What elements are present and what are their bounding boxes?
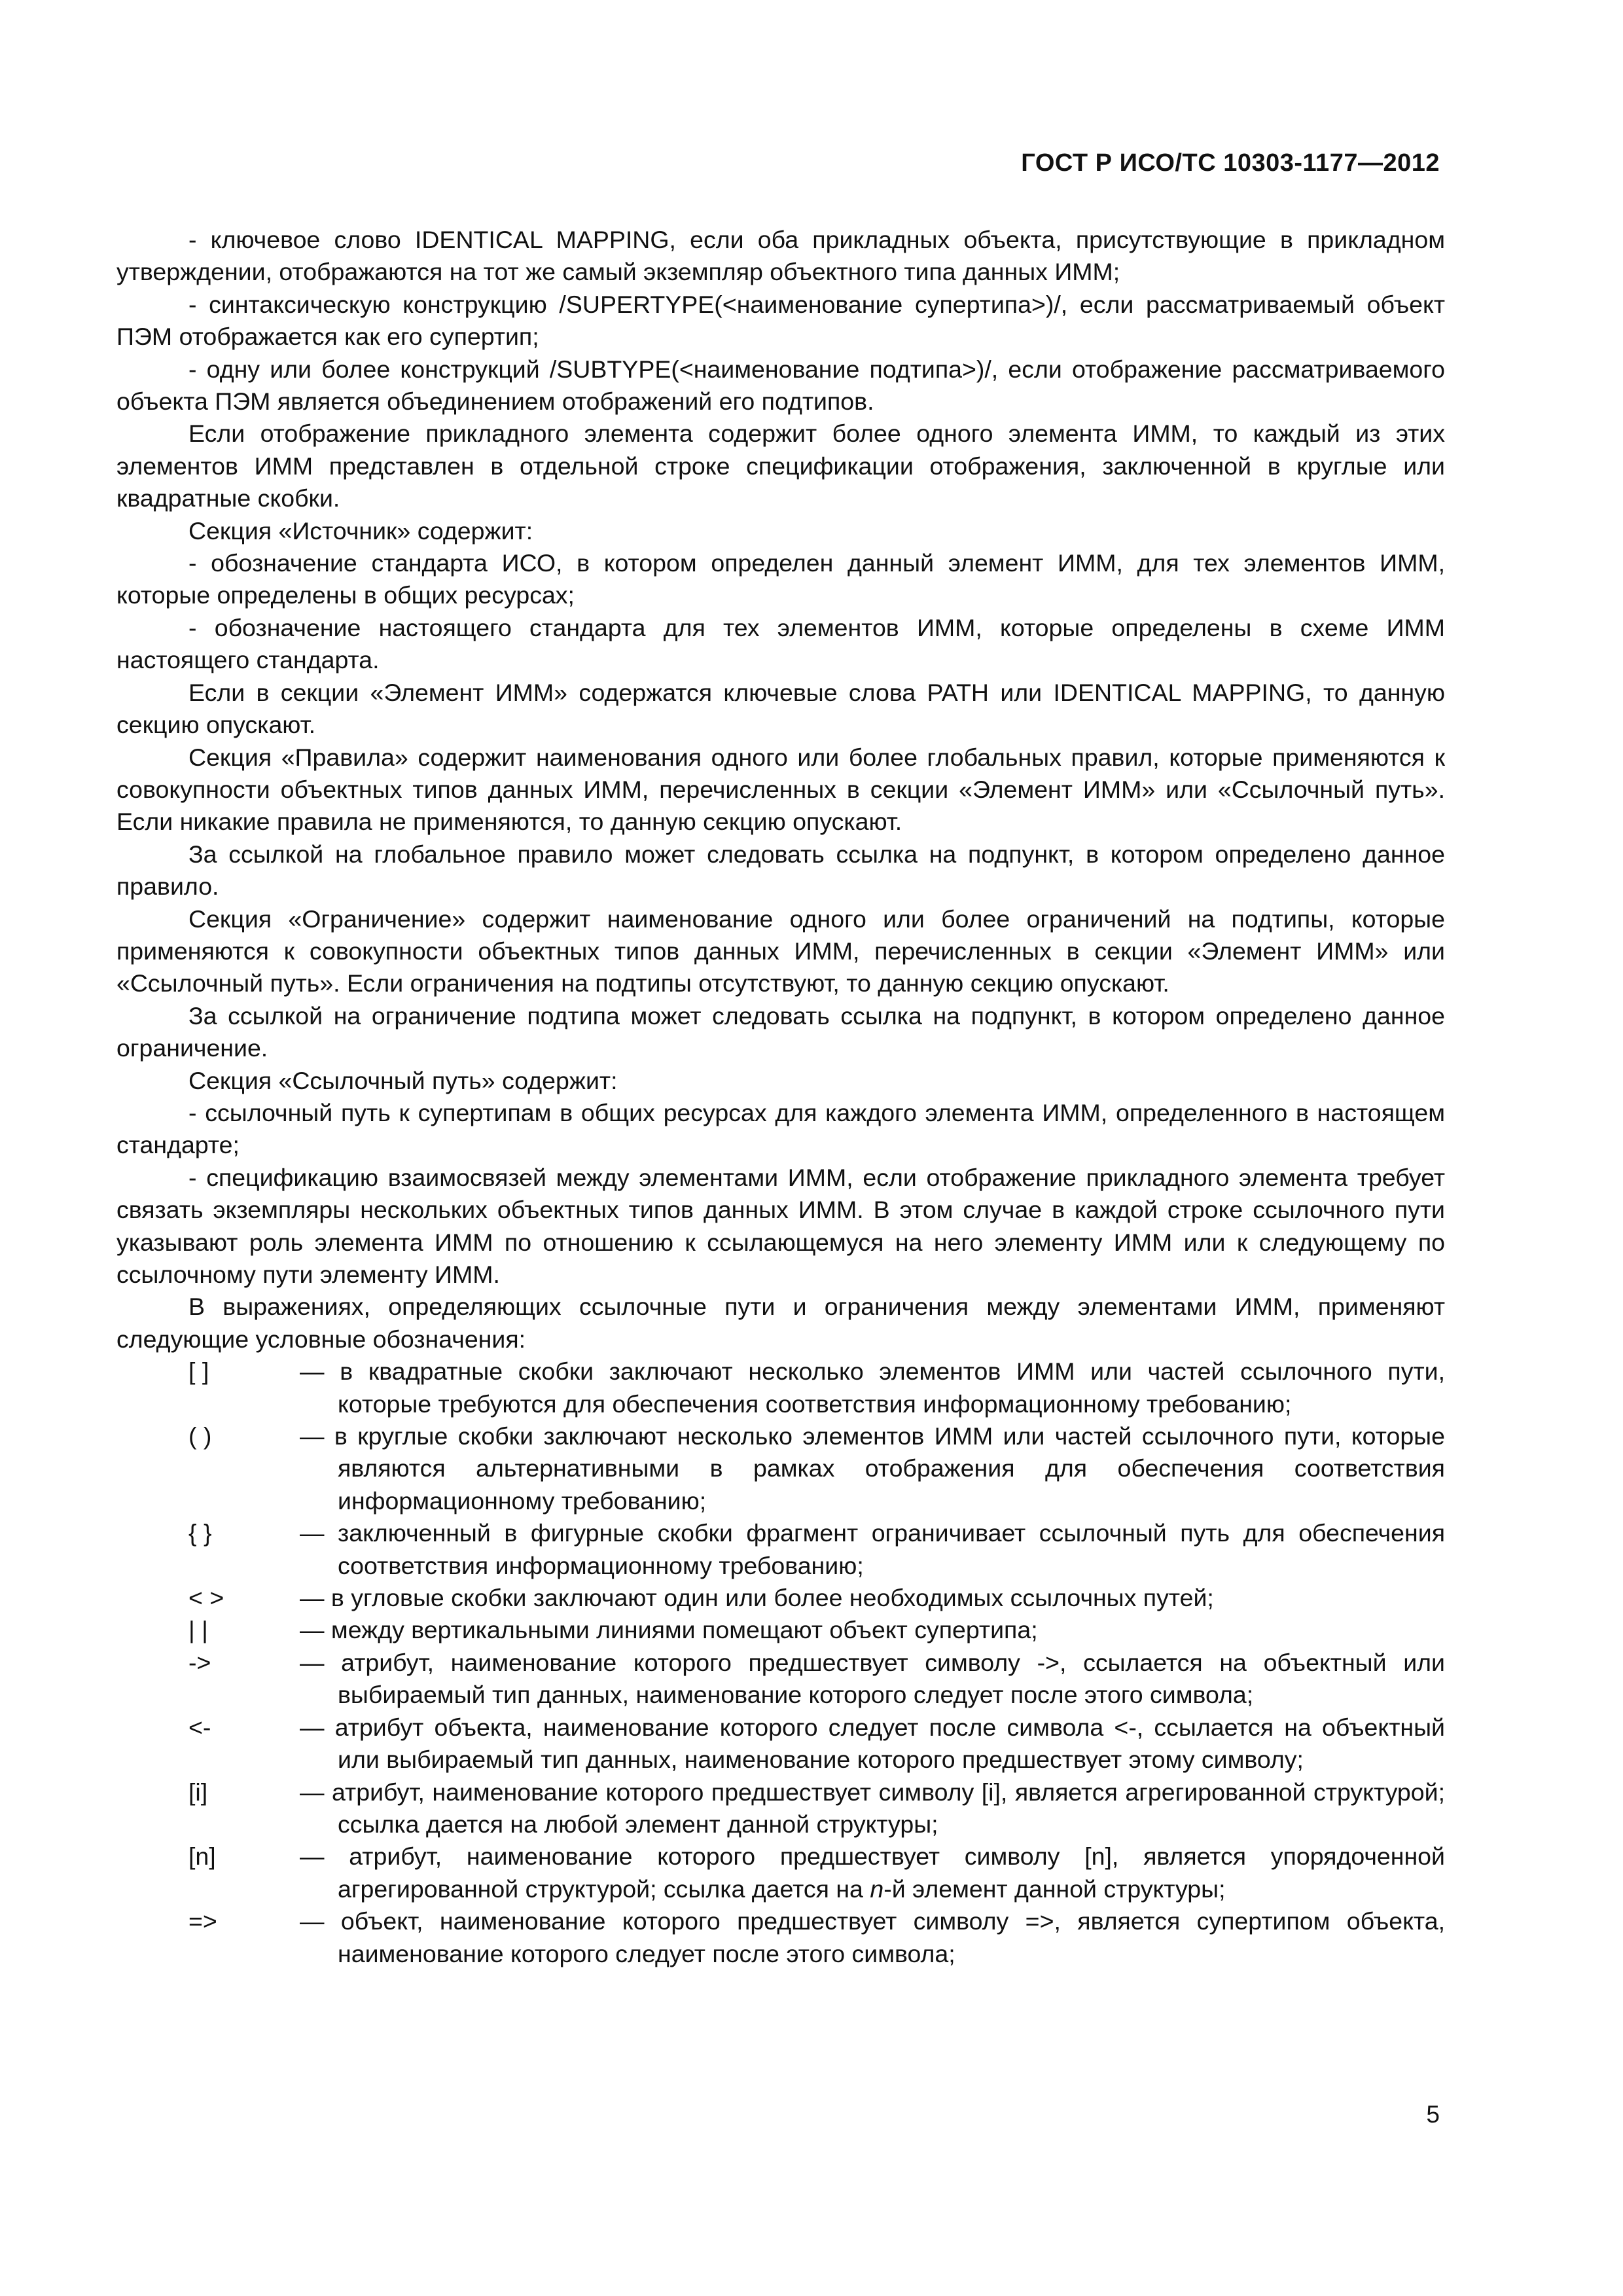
legend-description: — в квадратные скобки заключают несколько элементов ИММ или частей ссылочного пути, которые требуются для обеспечения соответствия информационному требованию; bbox=[300, 1357, 1445, 1418]
legend-item bbox=[116, 1420, 1445, 1517]
legend-item bbox=[116, 1355, 1445, 1420]
legend-symbol: [i] bbox=[188, 1778, 208, 1806]
paragraph: Секция «Правила» содержит наименования одного или более глобальных правил, которые применяются к совокупности объектных типов данных ИММ, перечисленных в секции «Элемент ИММ» или «Ссылочный путь». Если никакие правила не применяются, то данную секцию опускают. bbox=[116, 743, 1445, 836]
legend-description bbox=[300, 1840, 1445, 1905]
legend-symbol: { } bbox=[188, 1519, 212, 1547]
paragraph: - ссылочный путь к супертипам в общих ресурсах для каждого элемента ИММ, определенного в настоящем стандарте; bbox=[116, 1098, 1445, 1159]
paragraph: Секция «Ограничение» содержит наименование одного или более ограничений на подтипы, которые применяются к совокупности объектных типов данных ИММ, перечисленных в секции «Элемент ИММ» или «Ссылочный путь». Если ограничения на подтипы отсутствуют, то данную секцию опускают. bbox=[116, 905, 1445, 997]
legend-text-italic: n bbox=[870, 1874, 884, 1903]
legend-symbol: [ ] bbox=[188, 1357, 209, 1386]
legend-description: — объект, наименование которого предшествует символу =>, является супертипом объекта, наименование которого следует после этого символа; bbox=[300, 1907, 1445, 1967]
paragraph: - синтаксическую конструкцию /SUPERTYPE(<наименование супертипа>)/, если рассматриваемый объект ПЭМ отображается как его супертип; bbox=[116, 290, 1445, 351]
legend-item bbox=[116, 1776, 1445, 1841]
paragraph: Секция «Ссылочный путь» содержит: bbox=[188, 1066, 618, 1094]
paragraph: - ключевое слово IDENTICAL MAPPING, если оба прикладных объекта, присутствующие в прикладном утверждении, отображаются на тот же самый экземпляр объектного типа данных ИММ; bbox=[116, 226, 1445, 286]
legend-item bbox=[116, 1647, 1445, 1712]
legend-item bbox=[116, 1712, 1445, 1776]
paragraph: - обозначение стандарта ИСО, в котором определен данный элемент ИММ, для тех элементов ИММ, которые определены в общих ресурсах; bbox=[116, 549, 1445, 609]
paragraph: - спецификацию взаимосвязей между элементами ИММ, если отображение прикладного элемента требует связать экземпляры нескольких объектных типов данных ИММ. В этом случае в каждой строке ссылочного пути указывают роль элемента ИММ по отношению к ссылающемуся на него элементу ИММ или к следующему по ссылочному пути элементу ИММ. bbox=[116, 1163, 1445, 1288]
document-code-header: ГОСТ Р ИСО/ТС 10303-1177—2012 bbox=[1021, 149, 1440, 177]
legend-description: — атрибут, наименование которого предшествует символу ->, ссылается на объектный или выбираемый тип данных, наименование которого следует после этого символа; bbox=[300, 1648, 1445, 1709]
legend-description: — между вертикальными линиями помещают объект супертипа; bbox=[300, 1616, 1038, 1644]
legend-description: — в круглые скобки заключают несколько элементов ИММ или частей ссылочного пути, которые являются альтернативными в рамках отображения для обеспечения соответствия информационному требованию; bbox=[300, 1422, 1445, 1515]
legend-symbol: <- bbox=[188, 1713, 211, 1741]
legend-description: — в угловые скобки заключают один или более необходимых ссылочных путей; bbox=[300, 1584, 1214, 1612]
document-body bbox=[116, 224, 1445, 1970]
legend-symbol: < > bbox=[188, 1584, 224, 1612]
legend-symbol: -> bbox=[188, 1648, 211, 1676]
paragraph: За ссылкой на глобальное правило может следовать ссылка на подпункт, в котором определено данное правило. bbox=[116, 840, 1445, 901]
legend-symbol: => bbox=[188, 1907, 217, 1935]
legend-text-before: — атрибут, наименование которого предшествует символу [n], является упорядоченной агрегированной структурой; ссылка дается на bbox=[300, 1842, 1445, 1903]
paragraph: За ссылкой на ограничение подтипа может следовать ссылка на подпункт, в котором определено данное ограничение. bbox=[116, 1001, 1445, 1062]
page-number: 5 bbox=[1426, 2101, 1440, 2128]
legend-item bbox=[116, 1614, 1445, 1646]
legend-item bbox=[116, 1840, 1445, 1905]
legend-text-after: -й элемент данной структуры; bbox=[883, 1874, 1226, 1903]
paragraph: В выражениях, определяющих ссылочные пути и ограничения между элементами ИММ, применяют следующие условные обозначения: bbox=[116, 1293, 1445, 1353]
legend-description: — атрибут, наименование которого предшествует символу [i], является агрегированной структурой; ссылка дается на любой элемент данной структуры; bbox=[300, 1778, 1445, 1838]
paragraph: - одну или более конструкций /SUBTYPE(<наименование подтипа>)/, если отображение рассматриваемого объекта ПЭМ является объединением отображений его подтипов. bbox=[116, 355, 1445, 416]
paragraph: Секция «Источник» содержит: bbox=[188, 516, 533, 545]
paragraph: - обозначение настоящего стандарта для тех элементов ИММ, которые определены в схеме ИММ настоящего стандарта. bbox=[116, 613, 1445, 674]
legend-description: — атрибут объекта, наименование которого следует после символа <-, ссылается на объектный или выбираемый тип данных, наименование которого предшествует этому символу; bbox=[300, 1713, 1445, 1774]
legend-item bbox=[116, 1905, 1445, 1970]
legend-symbol: ( ) bbox=[188, 1422, 212, 1450]
paragraph: Если отображение прикладного элемента содержит более одного элемента ИММ, то каждый из этих элементов ИММ представлен в отдельной строке спецификации отображения, заключенной в круглые или квадратные скобки. bbox=[116, 420, 1445, 512]
legend-item bbox=[116, 1517, 1445, 1582]
legend-symbol: [n] bbox=[188, 1842, 216, 1871]
notation-legend bbox=[116, 1355, 1445, 1970]
legend-description: — заключенный в фигурные скобки фрагмент ограничивает ссылочный путь для обеспечения соответствия информационному требованию; bbox=[300, 1519, 1445, 1579]
paragraph: Если в секции «Элемент ИММ» содержатся ключевые слова PATH или IDENTICAL MAPPING, то данную секцию опускают. bbox=[116, 678, 1445, 739]
legend-symbol: | | bbox=[188, 1616, 208, 1644]
legend-item bbox=[116, 1582, 1445, 1614]
